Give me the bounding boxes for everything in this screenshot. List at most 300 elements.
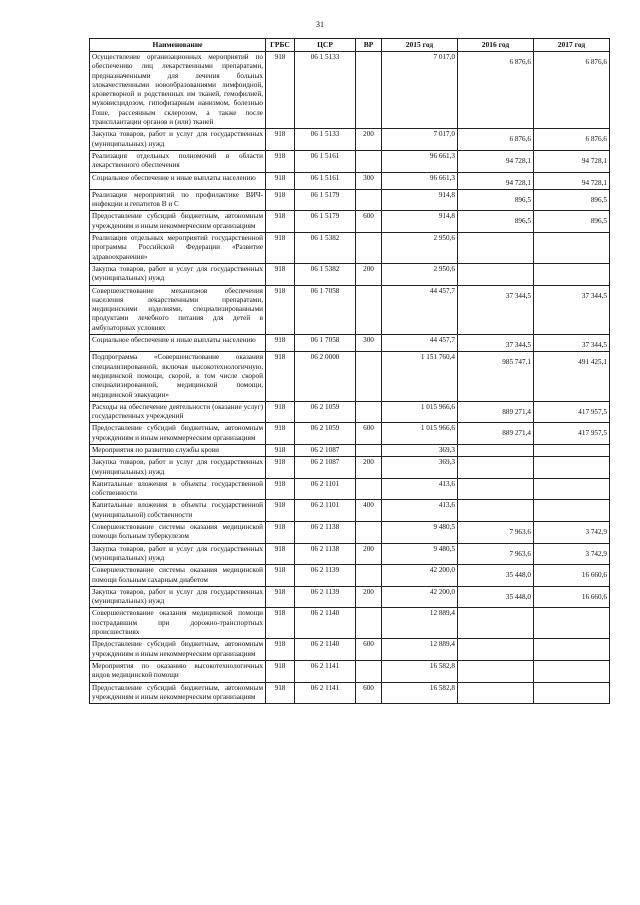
cell-csr — [295, 608, 356, 639]
cell-y2017 — [534, 285, 610, 334]
budget-table — [89, 38, 610, 704]
cell-y2017 — [534, 660, 610, 682]
cell-grbs-text: 918 — [274, 212, 286, 221]
cell-vr — [356, 285, 382, 334]
cell-csr — [295, 52, 356, 129]
cell-vr-text: 600 — [363, 424, 374, 433]
cell-y2017 — [534, 500, 610, 522]
cell-csr — [295, 660, 356, 682]
cell-vr — [356, 586, 382, 608]
cell-y2016 — [458, 129, 534, 151]
cell-y2017-text: 94 728,1 — [581, 178, 607, 187]
cell-name — [90, 52, 266, 129]
header-name: Наименование — [90, 39, 266, 52]
cell-y2017 — [534, 586, 610, 608]
cell-vr — [356, 500, 382, 522]
cell-y2016-text — [460, 265, 531, 270]
cell-csr — [295, 150, 356, 172]
cell-name-text: Закупка товаров, работ и услуг для государственных (муниципальных) нужд — [92, 130, 263, 148]
header-2015: 2015 год — [382, 39, 458, 52]
cell-name — [90, 500, 266, 522]
cell-name-text: Осуществление организационных мероприятий по обеспечению лиц лекарственными препаратами, предназначенными для лечения больных злокачественными новообразованиями лимфоидной, кроветворной и родственных им тканей, гемофилией, муковисцидозом, гипофизарным нанизмом, болезнью Гоше, рассеянным склерозом, а также после трансплантации органов и (или) тканей — [92, 53, 263, 127]
cell-name-text: Социальное обеспечение и иные выплаты населению — [92, 173, 256, 182]
cell-name — [90, 457, 266, 479]
cell-vr-text: 600 — [363, 212, 374, 221]
cell-csr-text: 06 1 5179 — [310, 212, 340, 221]
cell-y2017 — [534, 189, 610, 211]
cell-name-text: Подпрограмма «Совершенствование оказания специализированной, включая высокотехнологичную, медицинской помощи, скорой, в том числе скорой специализированной, медицинской помощи, медицинской эвакуации» — [92, 353, 263, 399]
cell-y2016 — [458, 500, 534, 522]
cell-y2015 — [382, 639, 458, 661]
cell-grbs — [266, 423, 295, 445]
cell-csr-text: 06 2 1140 — [310, 640, 340, 649]
cell-y2016 — [458, 335, 534, 352]
cell-y2017 — [534, 682, 610, 704]
cell-csr-text: 06 2 1138 — [310, 523, 340, 532]
cell-grbs-text: 918 — [274, 661, 286, 670]
cell-y2017-text: 94 728,1 — [581, 156, 607, 165]
cell-y2015 — [382, 500, 458, 522]
cell-y2015-text: 42 200,0 — [429, 566, 455, 575]
cell-name-text: Предоставление субсидий бюджетным, автономным учреждениям и иным некоммерческим организациям — [92, 683, 263, 701]
cell-y2016 — [458, 565, 534, 587]
cell-y2015-text: 2 950,6 — [433, 264, 455, 273]
cell-y2016-text: 896,5 — [514, 195, 531, 204]
cell-y2016 — [458, 478, 534, 500]
cell-csr — [295, 335, 356, 352]
cell-csr-text: 06 1 5161 — [310, 173, 340, 182]
cell-y2016 — [458, 608, 534, 639]
cell-csr-text: 06 2 1087 — [310, 445, 340, 454]
cell-y2015-text: 44 457,7 — [429, 336, 455, 345]
cell-y2015 — [382, 150, 458, 172]
cell-y2017 — [534, 423, 610, 445]
cell-vr — [356, 172, 382, 189]
cell-grbs — [266, 478, 295, 500]
cell-name-text: Расходы на обеспечение деятельности (оказание услуг) государственных учреждений — [92, 402, 263, 421]
cell-y2017 — [534, 129, 610, 151]
cell-name-text: Закупка товаров, работ и услуг для государственных (муниципальных) нужд — [92, 587, 263, 606]
cell-grbs — [266, 543, 295, 565]
table-row — [90, 189, 610, 211]
cell-name — [90, 150, 266, 172]
cell-vr-text: 600 — [363, 683, 374, 692]
cell-grbs — [266, 172, 295, 189]
cell-y2016 — [458, 423, 534, 445]
cell-csr — [295, 285, 356, 334]
cell-grbs — [266, 52, 295, 129]
cell-y2017-text: 896,5 — [590, 195, 607, 204]
cell-name — [90, 478, 266, 500]
cell-y2016-text: 94 728,1 — [505, 156, 531, 165]
cell-y2017 — [534, 543, 610, 565]
cell-y2016-text — [460, 234, 531, 239]
cell-y2015-text: 369,3 — [438, 458, 455, 467]
cell-grbs-text: 918 — [274, 640, 286, 649]
cell-y2015 — [382, 52, 458, 129]
cell-y2015 — [382, 608, 458, 639]
cell-name — [90, 335, 266, 352]
cell-vr — [356, 478, 382, 500]
cell-y2016 — [458, 401, 534, 423]
cell-y2017-text: 417 957,5 — [578, 429, 607, 438]
cell-y2015 — [382, 543, 458, 565]
cell-vr — [356, 543, 382, 565]
cell-name-text: Мероприятия по оказанию высокотехнологичных видов медицинской помощи — [92, 661, 263, 680]
cell-y2015-text: 7 017,0 — [433, 130, 455, 139]
cell-y2016-text: 889 271,4 — [502, 429, 531, 438]
cell-y2017 — [534, 263, 610, 285]
cell-grbs — [266, 639, 295, 661]
cell-csr-text: 06 2 1139 — [310, 587, 340, 596]
table-row — [90, 682, 610, 704]
cell-y2015-text: 44 457,7 — [429, 286, 455, 295]
cell-vr — [356, 150, 382, 172]
cell-y2016-text — [460, 662, 531, 667]
cell-y2015-text: 16 582,8 — [429, 661, 455, 670]
page-number: 31 — [316, 20, 324, 29]
cell-grbs — [266, 211, 295, 233]
table-row — [90, 335, 610, 352]
cell-y2015 — [382, 335, 458, 352]
cell-grbs-text: 918 — [274, 53, 286, 61]
cell-y2017-text — [536, 684, 607, 689]
table-row — [90, 586, 610, 608]
cell-grbs — [266, 682, 295, 704]
cell-y2016 — [458, 639, 534, 661]
cell-y2015-text: 413,6 — [438, 501, 455, 510]
header-row — [90, 39, 610, 52]
cell-y2015 — [382, 478, 458, 500]
cell-grbs-text: 918 — [274, 587, 286, 596]
cell-csr — [295, 565, 356, 587]
cell-y2015-text: 96 661,3 — [429, 151, 455, 160]
table-row — [90, 660, 610, 682]
header-vr: ВР — [356, 39, 382, 52]
cell-name — [90, 211, 266, 233]
cell-vr — [356, 352, 382, 401]
cell-csr-text: 06 1 7058 — [310, 286, 340, 295]
cell-y2015 — [382, 586, 458, 608]
cell-name — [90, 682, 266, 704]
cell-y2016 — [458, 660, 534, 682]
cell-y2015-text: 369,3 — [438, 445, 455, 454]
cell-grbs-text: 918 — [274, 424, 286, 433]
cell-y2015 — [382, 660, 458, 682]
cell-csr-text: 06 1 5133 — [310, 53, 340, 61]
cell-y2015-text: 914,8 — [438, 212, 455, 221]
cell-vr — [356, 444, 382, 456]
cell-name — [90, 444, 266, 456]
cell-csr-text: 06 2 1140 — [310, 609, 340, 618]
cell-csr-text: 06 1 5382 — [310, 234, 340, 243]
cell-y2017 — [534, 608, 610, 639]
cell-y2015 — [382, 401, 458, 423]
table-row — [90, 172, 610, 189]
cell-y2015-text: 914,8 — [438, 190, 455, 199]
cell-y2015 — [382, 211, 458, 233]
cell-y2016 — [458, 189, 534, 211]
table-row — [90, 285, 610, 334]
cell-y2016-text: 94 728,1 — [505, 178, 531, 187]
cell-name — [90, 423, 266, 445]
cell-name — [90, 660, 266, 682]
cell-y2015-text: 16 582,8 — [429, 683, 455, 692]
cell-y2016 — [458, 52, 534, 129]
cell-name — [90, 639, 266, 661]
cell-y2017-text — [536, 480, 607, 485]
cell-y2016-text: 7 963,6 — [509, 528, 531, 537]
cell-vr-text: 200 — [363, 130, 374, 139]
cell-y2016 — [458, 586, 534, 608]
cell-vr — [356, 682, 382, 704]
cell-y2016 — [458, 682, 534, 704]
cell-grbs-text: 918 — [274, 445, 286, 454]
table-row — [90, 263, 610, 285]
cell-grbs-text: 918 — [274, 501, 286, 510]
cell-y2016-text — [460, 501, 531, 506]
cell-y2017-text: 3 742,9 — [585, 528, 607, 537]
cell-y2016-text: 35 448,0 — [505, 571, 531, 580]
cell-grbs-text: 918 — [274, 402, 286, 411]
cell-y2016-text — [460, 458, 531, 463]
cell-name-text: Предоставление субсидий бюджетным, автономным учреждениям и иным некоммерческим организациям — [92, 212, 263, 230]
cell-vr — [356, 189, 382, 211]
cell-name-text: Закупка товаров, работ и услуг для государственных (муниципальных) нужд — [92, 544, 263, 562]
table-row — [90, 150, 610, 172]
cell-y2017-text: 491 425,1 — [578, 358, 607, 367]
cell-y2017-text — [536, 501, 607, 506]
cell-name-text: Социальное обеспечение и иные выплаты населению — [92, 336, 256, 345]
cell-grbs — [266, 263, 295, 285]
cell-grbs — [266, 500, 295, 522]
cell-y2017-text — [536, 609, 607, 614]
cell-y2017-text: 6 876,6 — [585, 135, 607, 144]
cell-name-text: Предоставление субсидий бюджетным, автономным учреждениям и иным некоммерческим организациям — [92, 640, 263, 658]
cell-csr-text: 06 2 0000 — [310, 353, 340, 362]
cell-y2016-text — [460, 609, 531, 614]
cell-vr — [356, 129, 382, 151]
cell-y2015-text: 9 480,5 — [433, 544, 455, 553]
cell-grbs-text: 918 — [274, 353, 286, 362]
cell-y2016 — [458, 150, 534, 172]
cell-csr — [295, 263, 356, 285]
cell-grbs — [266, 586, 295, 608]
cell-y2016-text — [460, 684, 531, 689]
cell-y2016 — [458, 352, 534, 401]
cell-y2015 — [382, 444, 458, 456]
cell-name — [90, 401, 266, 423]
table-row — [90, 52, 610, 129]
cell-y2015-text: 1 015 966,6 — [420, 402, 455, 411]
cell-name-text: Реализация мероприятий по профилактике ВИЧ-инфекции и гепатитов В и С — [92, 190, 263, 209]
cell-y2017 — [534, 150, 610, 172]
cell-y2015 — [382, 457, 458, 479]
cell-vr-text: 200 — [363, 587, 374, 596]
cell-y2017-text: 37 344,5 — [581, 291, 607, 300]
cell-y2015-text: 9 480,5 — [433, 523, 455, 532]
cell-grbs — [266, 660, 295, 682]
header-2017: 2017 год — [534, 39, 610, 52]
cell-y2016 — [458, 285, 534, 334]
cell-name — [90, 233, 266, 264]
cell-grbs-text: 918 — [274, 479, 286, 488]
cell-csr-text: 06 2 1059 — [310, 402, 340, 411]
cell-csr — [295, 129, 356, 151]
cell-csr — [295, 423, 356, 445]
cell-y2016-text — [460, 446, 531, 451]
cell-y2015 — [382, 352, 458, 401]
cell-name-text: Совершенствование системы оказания медицинской помощи больным туберкулезом — [92, 523, 263, 541]
cell-y2015 — [382, 172, 458, 189]
table-row — [90, 129, 610, 151]
cell-name — [90, 189, 266, 211]
cell-name-text: Совершенствование механизмов обеспечения населения лекарственными препаратами, медицинскими изделиями, специализированными продуктами лечебного питания для детей в амбулаторных условиях — [92, 286, 263, 332]
cell-y2017-text: 417 957,5 — [578, 407, 607, 416]
cell-grbs — [266, 352, 295, 401]
cell-y2017-text — [536, 662, 607, 667]
cell-grbs-text: 918 — [274, 523, 286, 532]
cell-name-text: Реализация отдельных полномочий в области лекарственного обеспечения — [92, 151, 263, 170]
cell-vr — [356, 263, 382, 285]
cell-name-text: Предоставление субсидий бюджетным, автономным учреждениям и иным некоммерческим организациям — [92, 424, 263, 442]
table-row — [90, 401, 610, 423]
cell-name-text: Закупка товаров, работ и услуг для государственных (муниципальных) нужд — [92, 458, 263, 476]
cell-y2015-text: 12 889,4 — [429, 640, 455, 649]
cell-csr-text: 06 2 1087 — [310, 458, 340, 467]
cell-name — [90, 263, 266, 285]
cell-y2017 — [534, 211, 610, 233]
cell-name — [90, 352, 266, 401]
cell-csr-text: 06 2 1101 — [310, 479, 340, 488]
cell-grbs-text: 918 — [274, 130, 286, 139]
cell-y2017 — [534, 335, 610, 352]
cell-y2016-text — [460, 480, 531, 485]
cell-csr — [295, 522, 356, 544]
cell-grbs — [266, 335, 295, 352]
table-row — [90, 478, 610, 500]
cell-y2017 — [534, 522, 610, 544]
cell-grbs-text: 918 — [274, 336, 286, 345]
cell-name-text: Совершенствование системы оказания медицинской помощи больным сахарным диабетом — [92, 566, 263, 584]
cell-name-text: Реализация отдельных мероприятий государственной программы Российской Федерации «Развитие здравоохранения» — [92, 234, 263, 261]
cell-grbs — [266, 608, 295, 639]
cell-csr — [295, 211, 356, 233]
cell-vr — [356, 565, 382, 587]
cell-vr-text: 200 — [363, 264, 374, 273]
cell-csr — [295, 682, 356, 704]
cell-vr — [356, 211, 382, 233]
header-2016: 2016 год — [458, 39, 534, 52]
cell-name — [90, 285, 266, 334]
cell-grbs-text: 918 — [274, 458, 286, 467]
cell-grbs — [266, 129, 295, 151]
cell-y2017-text — [536, 234, 607, 239]
cell-grbs — [266, 233, 295, 264]
cell-y2016-text: 6 876,6 — [509, 135, 531, 144]
header-grbs: ГРБС — [266, 39, 295, 52]
cell-name-text: Капитальные вложения в объекты государственной собственности — [92, 479, 263, 498]
cell-vr-text: 400 — [363, 501, 374, 510]
cell-y2015 — [382, 682, 458, 704]
cell-csr-text: 06 2 1139 — [310, 566, 340, 575]
table-row — [90, 608, 610, 639]
cell-vr — [356, 608, 382, 639]
cell-y2015-text: 413,6 — [438, 479, 455, 488]
cell-csr — [295, 189, 356, 211]
cell-grbs-text: 918 — [274, 566, 286, 575]
cell-name — [90, 522, 266, 544]
cell-y2017-text — [536, 265, 607, 270]
cell-csr — [295, 233, 356, 264]
cell-name — [90, 565, 266, 587]
cell-vr — [356, 233, 382, 264]
cell-y2016 — [458, 543, 534, 565]
cell-y2017 — [534, 352, 610, 401]
table-row — [90, 565, 610, 587]
cell-y2017-text — [536, 458, 607, 463]
table-row — [90, 522, 610, 544]
table-row — [90, 352, 610, 401]
cell-y2015 — [382, 189, 458, 211]
cell-y2017 — [534, 478, 610, 500]
cell-y2017 — [534, 565, 610, 587]
cell-grbs-text: 918 — [274, 173, 286, 182]
cell-y2016-text: 35 448,0 — [505, 592, 531, 601]
cell-y2016-text: 985 747,1 — [502, 358, 531, 367]
cell-csr — [295, 639, 356, 661]
cell-csr-text: 06 1 5133 — [310, 130, 340, 139]
table-row — [90, 444, 610, 456]
table-row — [90, 233, 610, 264]
cell-y2016-text: 7 963,6 — [509, 549, 531, 558]
cell-y2016 — [458, 522, 534, 544]
cell-y2015 — [382, 565, 458, 587]
cell-grbs-text: 918 — [274, 234, 286, 243]
cell-name — [90, 129, 266, 151]
cell-csr-text: 06 2 1141 — [310, 683, 340, 692]
cell-vr-text: 300 — [363, 173, 374, 182]
cell-name — [90, 172, 266, 189]
cell-y2017-text: 16 660,6 — [581, 592, 607, 601]
cell-grbs — [266, 285, 295, 334]
cell-vr — [356, 639, 382, 661]
cell-grbs-text: 918 — [274, 286, 286, 295]
cell-y2016-text — [460, 640, 531, 645]
cell-csr-text: 06 1 7058 — [310, 336, 340, 345]
cell-grbs-text: 918 — [274, 609, 286, 618]
table-body — [90, 52, 610, 704]
cell-csr — [295, 457, 356, 479]
cell-csr — [295, 352, 356, 401]
cell-y2015 — [382, 233, 458, 264]
cell-y2015 — [382, 129, 458, 151]
cell-csr-text: 06 2 1101 — [310, 501, 340, 510]
cell-y2017 — [534, 639, 610, 661]
cell-y2017-text: 16 660,6 — [581, 571, 607, 580]
cell-name-text: Совершенствование оказания медицинской помощи пострадавшим при дорожно-транспортных происшествиях — [92, 609, 263, 637]
cell-vr — [356, 522, 382, 544]
cell-y2016 — [458, 233, 534, 264]
cell-csr — [295, 444, 356, 456]
cell-y2015-text: 7 017,0 — [433, 53, 455, 61]
cell-y2016 — [458, 263, 534, 285]
cell-vr-text: 200 — [363, 544, 374, 553]
cell-y2015 — [382, 285, 458, 334]
cell-name — [90, 608, 266, 639]
cell-y2017-text: 896,5 — [590, 217, 607, 226]
cell-y2016 — [458, 172, 534, 189]
